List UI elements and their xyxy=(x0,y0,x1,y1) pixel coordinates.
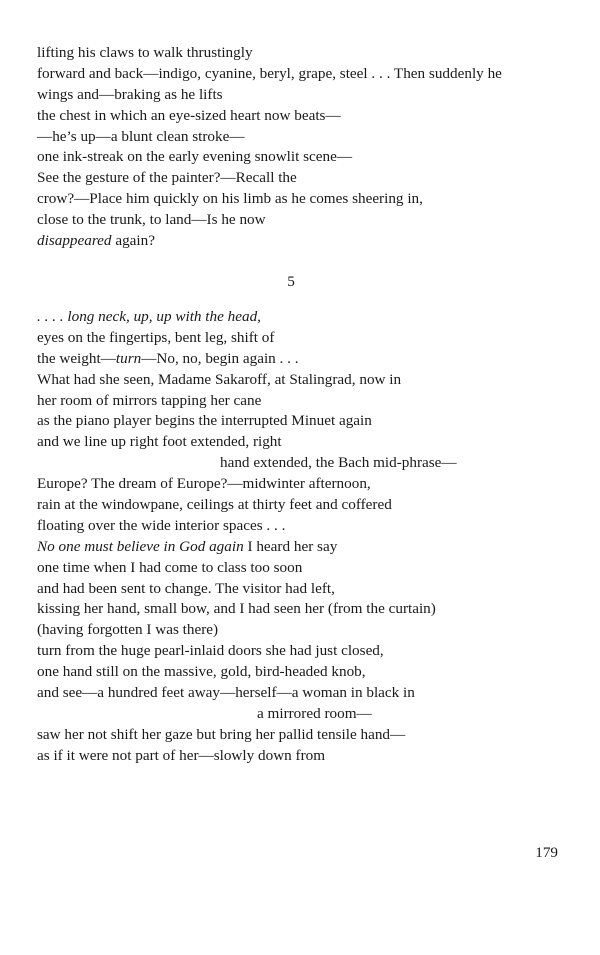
line-text: saw her not shift her gaze but bring her pallid tensile hand— xyxy=(37,725,406,743)
line-text: a mirrored room— xyxy=(257,704,372,722)
line-text: one hand still on the massive, gold, bird-headed knob, xyxy=(37,663,366,681)
page-number: 179 xyxy=(535,844,558,861)
line-text: and we line up right foot extended, right xyxy=(37,433,282,451)
poem-line xyxy=(37,349,577,370)
poem-line xyxy=(37,599,577,620)
poem-line xyxy=(37,127,577,148)
line-text: turn from the huge pearl-inlaid doors she had just closed, xyxy=(37,642,384,660)
line-text: wings and—braking as he lifts xyxy=(37,85,223,103)
poem-line xyxy=(37,85,577,106)
poem-line xyxy=(37,432,577,453)
line-text: —No, no, begin again . . . xyxy=(141,349,299,367)
poem-line xyxy=(37,210,577,231)
line-text: and had been sent to change. The visitor had left, xyxy=(37,579,335,597)
section-number: 5 xyxy=(287,273,295,290)
poem-line xyxy=(37,725,577,746)
line-text: one ink-streak on the early evening snowlit scene— xyxy=(37,148,353,166)
poem-line xyxy=(37,411,577,432)
line-text: I heard her say xyxy=(243,537,338,555)
poem-line xyxy=(37,704,577,725)
line-text: lifting his claws to walk thrustingly xyxy=(37,44,253,61)
poem-line xyxy=(37,328,577,349)
italic-text: turn xyxy=(115,349,142,367)
poem-line xyxy=(37,641,577,662)
line-text: close to the trunk, to land—Is he now xyxy=(37,211,266,229)
line-text: —he’s up—a blunt clean stroke— xyxy=(37,127,245,145)
poem-line xyxy=(37,453,577,474)
poem-line xyxy=(37,579,577,600)
poem-line xyxy=(37,370,577,391)
line-text: the chest in which an eye-sized heart now beats— xyxy=(37,106,341,124)
line-text: Europe? The dream of Europe?—midwinter afternoon, xyxy=(37,475,371,493)
line-text: (having forgotten I was there) xyxy=(37,621,219,639)
line-text: floating over the wide interior spaces . . . xyxy=(37,516,286,534)
line-text: forward and back—indigo, cyanine, beryl, grape, steel . . . Then suddenly he xyxy=(37,64,502,82)
poem-line xyxy=(37,746,577,767)
poem-line xyxy=(37,537,577,558)
poem-line xyxy=(37,391,577,412)
poem-line xyxy=(37,662,577,683)
poem-line xyxy=(37,620,577,641)
poem-line xyxy=(37,516,577,537)
poem-line xyxy=(37,558,577,579)
poem-line xyxy=(37,64,577,85)
line-text: and see—a hundred feet away—herself—a woman in black in xyxy=(37,684,415,702)
line-text: eyes on the fingertips, bent leg, shift of xyxy=(37,328,275,346)
line-text: kissing her hand, small bow, and I had seen her (from the curtain) xyxy=(37,600,436,618)
poem-line xyxy=(37,683,577,704)
poem-line xyxy=(37,231,577,252)
italic-text: disappeared xyxy=(37,232,112,250)
stanza-2 xyxy=(37,307,577,767)
poem-line xyxy=(37,307,577,328)
poem-line xyxy=(37,147,577,168)
line-text: See the gesture of the painter?—Recall the xyxy=(37,169,297,187)
line-text: as if it were not part of her—slowly down from xyxy=(37,746,326,764)
line-text: again? xyxy=(111,232,155,250)
poem-line xyxy=(37,189,577,210)
stanza-1 xyxy=(37,43,577,252)
line-text: crow?—Place him quickly on his limb as he comes sheering in, xyxy=(37,190,423,208)
italic-text: . . . . long neck, up, up with the head, xyxy=(37,308,261,325)
poem-line xyxy=(37,495,577,516)
poem-line xyxy=(37,168,577,189)
line-text: What had she seen, Madame Sakaroff, at Stalingrad, now in xyxy=(37,370,402,388)
poem-line xyxy=(37,43,577,64)
line-text: rain at the windowpane, ceilings at thirty feet and coffered xyxy=(37,496,392,514)
line-text: as the piano player begins the interrupted Minuet again xyxy=(37,412,372,430)
line-text: hand extended, the Bach mid-phrase— xyxy=(220,454,457,472)
line-text: one time when I had come to class too soon xyxy=(37,558,303,576)
poem-line xyxy=(37,474,577,495)
poem-line xyxy=(37,106,577,127)
line-text: her room of mirrors tapping her cane xyxy=(37,391,262,409)
line-text: the weight— xyxy=(37,349,116,367)
italic-text: No one must believe in God again xyxy=(37,537,244,555)
